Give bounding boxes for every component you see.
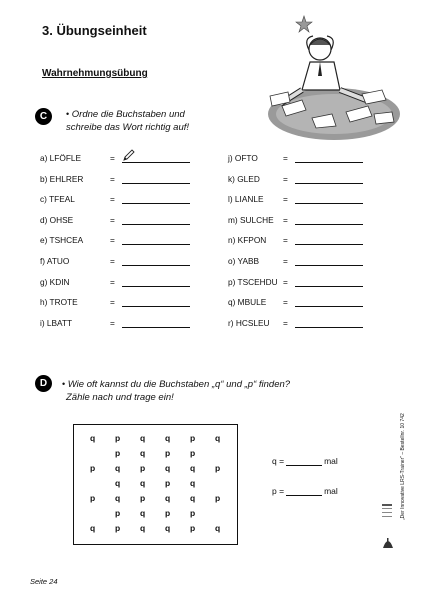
grid-letter: p <box>90 463 96 473</box>
equals-sign: = <box>283 276 288 287</box>
scrambled-word: b) EHLRER <box>40 173 84 184</box>
grid-letter: p <box>115 523 121 533</box>
equals-sign: = <box>110 256 115 266</box>
word-row <box>40 173 190 184</box>
word-row <box>228 193 363 204</box>
scrambled-word: d) OHSE <box>40 214 74 225</box>
count-p-answer-line[interactable] <box>286 485 322 496</box>
equals-sign: = <box>110 194 115 205</box>
scrambled-word: q) MBULE <box>228 297 267 308</box>
grid-letter: q <box>215 523 221 533</box>
grid-letter: p <box>115 433 121 443</box>
subsection-title: Wahrnehmungsübung <box>42 68 148 79</box>
word-row <box>40 193 190 204</box>
page-number: Seite 24 <box>30 577 58 586</box>
grid-letter: q <box>165 493 171 503</box>
grid-letter: p <box>140 493 146 503</box>
grid-letter: q <box>115 493 121 503</box>
word-row <box>40 276 190 287</box>
word-row <box>228 214 363 225</box>
word-row <box>40 234 190 245</box>
word-row <box>228 152 363 163</box>
answer-line[interactable] <box>295 296 363 307</box>
answer-line[interactable] <box>295 317 363 328</box>
grid-letter: q <box>165 463 171 473</box>
grid-letter: p <box>215 493 221 503</box>
grid-letter: q <box>115 478 121 488</box>
equals-sign: = <box>283 214 288 225</box>
answer-line[interactable] <box>122 214 190 225</box>
scrambled-word: g) KDIN <box>40 276 70 287</box>
count-p-label: p = <box>272 486 285 496</box>
answer-line[interactable] <box>122 234 190 245</box>
answer-line[interactable] <box>295 234 363 245</box>
count-unit: mal <box>324 456 338 466</box>
grid-letter: p <box>190 523 196 533</box>
exercise-d-badge: D <box>35 375 52 392</box>
bullet: • <box>66 109 70 119</box>
word-row <box>228 234 363 245</box>
answer-line[interactable] <box>295 276 363 287</box>
equals-sign: = <box>110 214 115 225</box>
scrambled-word: r) HCSLEU <box>228 317 270 328</box>
grid-letter: q <box>90 433 96 443</box>
equals-sign: = <box>283 235 288 246</box>
answer-line[interactable] <box>122 317 190 328</box>
count-q-label: q = <box>272 456 285 466</box>
answer-line[interactable] <box>295 173 363 184</box>
count-p-row <box>272 485 338 496</box>
instruction-line-1: Ordne die Buchstaben und <box>71 109 185 120</box>
pencil-icon <box>122 148 136 162</box>
count-q-answer-line[interactable] <box>286 455 322 466</box>
scrambled-word: f) ATUO <box>40 256 70 266</box>
instruction-line-1: Wie oft kannst du die Buchstaben „q“ und „p“ finden? <box>67 379 291 390</box>
equals-sign: = <box>110 153 115 163</box>
equals-sign: = <box>110 173 115 184</box>
scrambled-word: a) LFÖFLE <box>40 153 82 163</box>
grid-letter: p <box>165 508 171 518</box>
grid-letter: p <box>165 448 171 458</box>
side-order-text: „Der Innovative LRS-Trainer“ – Bestellnr. 10 742 <box>400 413 406 520</box>
equals-sign: = <box>283 297 288 308</box>
scrambled-word: j) OFTO <box>228 153 258 163</box>
equals-sign: = <box>283 194 288 205</box>
word-row <box>40 214 190 225</box>
scrambled-word: m) SULCHE <box>228 214 274 225</box>
grid-letter: q <box>190 463 196 473</box>
equals-sign: = <box>283 153 288 163</box>
instruction-line-2: Zähle nach und trage ein! <box>66 392 174 403</box>
grid-letter: q <box>190 478 196 488</box>
exercise-c-instruction <box>66 108 189 134</box>
grid-letter: q <box>140 433 146 443</box>
grid-letter: q <box>90 523 96 533</box>
letter-grid <box>73 424 238 545</box>
section-title: 3. Übungseinheit <box>42 23 147 38</box>
grid-letter: q <box>140 448 146 458</box>
grid-letter: q <box>115 463 121 473</box>
bullet: • <box>62 379 66 389</box>
answer-line[interactable] <box>122 193 190 204</box>
grid-letter: q <box>165 433 171 443</box>
word-row <box>40 152 190 163</box>
answer-line[interactable] <box>122 173 190 184</box>
word-row <box>40 317 190 328</box>
answer-line[interactable] <box>122 276 190 287</box>
count-q-row <box>272 455 338 466</box>
grid-letter: p <box>115 508 121 518</box>
word-row <box>228 296 363 307</box>
equals-sign: = <box>283 256 288 266</box>
equals-sign: = <box>283 173 288 184</box>
word-row <box>228 317 363 328</box>
equals-sign: = <box>110 317 115 328</box>
grid-letter: p <box>190 433 196 443</box>
equals-sign: = <box>110 297 115 308</box>
scrambled-word: i) LBATT <box>40 317 73 328</box>
grid-letter: p <box>190 508 196 518</box>
grid-letter: q <box>165 523 171 533</box>
grid-letter: q <box>215 433 221 443</box>
answer-line[interactable] <box>295 214 363 225</box>
word-row <box>228 255 363 266</box>
grid-letter: q <box>140 523 146 533</box>
scrambled-word: c) TFEAL <box>40 194 75 205</box>
answer-line[interactable] <box>295 193 363 204</box>
scrambled-word: e) TSHCEA <box>40 235 84 246</box>
grid-letter: q <box>140 508 146 518</box>
scrambled-word: o) YABB <box>228 256 260 266</box>
equals-sign: = <box>283 317 288 328</box>
answer-line[interactable] <box>295 152 363 163</box>
count-unit: mal <box>324 486 338 496</box>
grid-letter: q <box>140 478 146 488</box>
publisher-logo <box>380 504 396 552</box>
answer-line[interactable] <box>122 255 190 266</box>
grid-letter: q <box>190 493 196 503</box>
scrambled-word: n) KFPON <box>228 235 267 246</box>
word-row <box>40 255 190 266</box>
exercise-d-instruction <box>62 378 290 404</box>
scrambled-word: h) TROTE <box>40 297 78 308</box>
scrambled-word: k) GLED <box>228 173 260 184</box>
word-row <box>228 173 363 184</box>
boy-with-papers-illustration <box>262 14 402 144</box>
grid-letter: p <box>90 493 96 503</box>
grid-letter: p <box>115 448 121 458</box>
word-row <box>40 296 190 307</box>
grid-letter: p <box>215 463 221 473</box>
exercise-c-badge: C <box>35 108 52 125</box>
answer-line[interactable] <box>122 296 190 307</box>
grid-letter: p <box>190 448 196 458</box>
scrambled-word: p) TSCEHDU <box>228 276 278 287</box>
equals-sign: = <box>110 276 115 287</box>
instruction-line-2: schreibe das Wort richtig auf! <box>66 122 190 133</box>
word-row <box>228 276 363 287</box>
equals-sign: = <box>110 235 115 246</box>
answer-line[interactable] <box>295 255 363 266</box>
grid-letter: p <box>140 463 146 473</box>
grid-letter: p <box>165 478 171 488</box>
scrambled-word: l) LIANLE <box>228 194 264 205</box>
